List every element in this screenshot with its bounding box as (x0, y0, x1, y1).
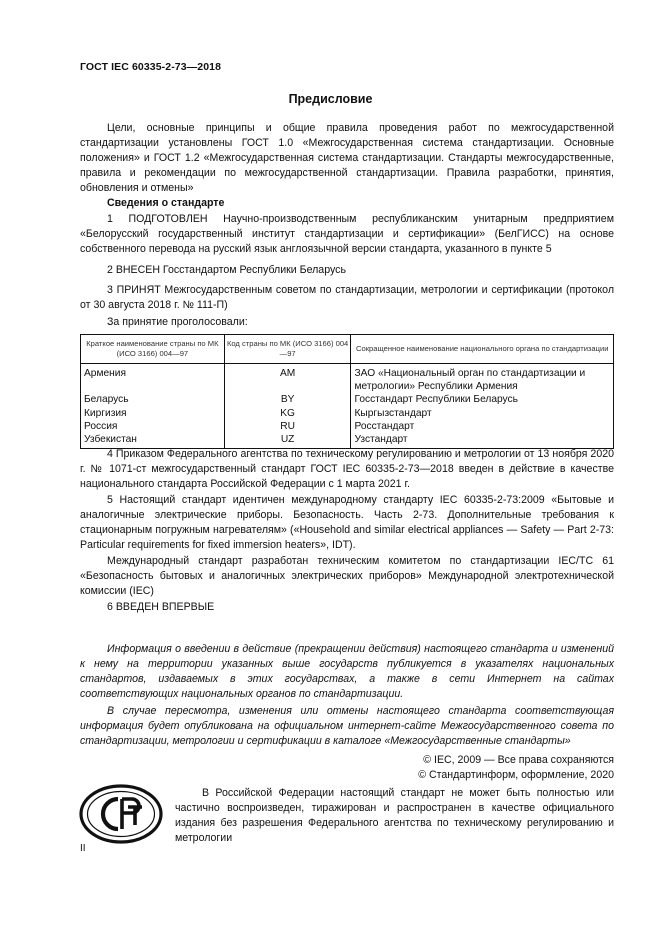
countries-table (80, 334, 614, 449)
reproduction-notice: В Российской Федерации настоящий стандарт не может быть полностью или частично воспроизведен, тиражирован и распространен в качестве официального издания без разрешения Федерального агентства по техническому регулированию и метрологии (175, 787, 614, 844)
cell-country: Армения (81, 364, 225, 394)
item-5-paragraph: 5 Настоящий стандарт идентичен международному стандарту IEC 60335-2-73:2009 «Бытовые и аналогичные электрические приборы. Безопасность. Часть 2-73. Дополнительные требования к стационарным погружным нагревателям» («Household and similar electrical appliances — Safety — Part 2-73: Particular requirements for fixed immersion heaters», IDT). (80, 494, 614, 551)
cell-code: RU (224, 420, 351, 433)
cell-body: Росстандарт (351, 420, 614, 433)
document-code-header: ГОСТ IEC 60335-2-73—2018 (80, 61, 222, 73)
pst-seal-logo (78, 783, 164, 845)
item-2-paragraph: 2 ВНЕСЕН Госстандартом Республики Беларусь (107, 264, 346, 276)
page-title: Предисловие (288, 92, 373, 106)
cell-country: Россия (81, 420, 225, 433)
item-5-international-paragraph: Международный стандарт разработан техническим комитетом по стандартизации IEC/TC 61 «Безопасность бытовых и аналогичных электрических приборов» Международной электротехнической комиссии (IEC) (80, 555, 614, 597)
cell-body: Госстандарт Республики Беларусь (351, 393, 614, 406)
cell-code: UZ (224, 433, 351, 449)
cell-body: Кыргызстандарт (351, 407, 614, 420)
table-header-row (81, 335, 614, 364)
copyright-standartinform: © Стандартинформ, оформление, 2020 (418, 769, 614, 781)
voted-label: За принятие проголосовали: (107, 316, 248, 328)
copyright-iec: © IEC, 2009 — Все права сохраняются (423, 754, 614, 766)
intro-paragraph: Цели, основные принципы и общие правила проведения работ по межгосударственной стандартизации установлены ГОСТ 1.0 «Межгосударственная система стандартизации. Основные положения» и ГОСТ 1.2 «Межгосударственная система стандартизации. Стандарты межгосударственные, правила и рекомендации по межгосударственной стандартизации. Правила разработки, принятия, обновления и отмены» (80, 122, 614, 194)
column-header-code: Код страны по МК (ИСО 3166) 004—97 (224, 335, 351, 364)
info-paragraph-2: В случае пересмотра, изменения или отмены настоящего стандарта соответствующая информация будет опубликована на официальном интернет-сайте Межгосударственного совета по стандартизации, метрологии и сертификации в каталоге «Межгосударственные стандарты» (80, 705, 614, 747)
page-number: II (80, 843, 86, 854)
section-title: Сведения о стандарте (107, 197, 225, 209)
table-row (81, 420, 614, 433)
table-row (81, 393, 614, 406)
table-row (81, 407, 614, 420)
cell-code: BY (224, 393, 351, 406)
item-6-paragraph: 6 ВВЕДЕН ВПЕРВЫЕ (107, 601, 215, 613)
table-row (81, 364, 614, 394)
cell-country: Киргизия (81, 407, 225, 420)
item-4-paragraph: 4 Приказом Федерального агентства по техническому регулированию и метрологии от 13 ноября 2020 г. № 1071-ст межгосударственный стандарт ГОСТ IEC 60335-2-73—2018 введен в действие в качестве национального стандарта Российской Федерации с 1 марта 2021 г. (80, 448, 614, 490)
item-1-paragraph: 1 ПОДГОТОВЛЕН Научно-производственным республиканским унитарным предприятием «Белорусский государственный институт стандартизации и сертификации» (БелГИСС) на основе собственного перевода на русский язык англоязычной версии стандарта, указанного в пункте 5 (80, 213, 614, 255)
cell-body: Узстандарт (351, 433, 614, 449)
cell-country: Узбекистан (81, 433, 225, 449)
cell-body: ЗАО «Национальный орган по стандартизации и метрологии» Республики Армения (351, 364, 614, 394)
column-header-body: Сокращенное наименование национального органа по стандартизации (351, 335, 614, 364)
info-paragraph-1: Информация о введении в действие (прекращении действия) настоящего стандарта и изменений к нему на территории указанных выше государств публикуется в указателях национальных стандартов, издаваемых в этих государствах, а также в сети Интернет на сайтах соответствующих национальных органов по стандартизации. (80, 643, 614, 700)
item-3-paragraph: 3 ПРИНЯТ Межгосударственным советом по стандартизации, метрологии и сертификации (протокол от 30 августа 2018 г. № 111-П) (80, 284, 614, 311)
cell-code: KG (224, 407, 351, 420)
cell-country: Беларусь (81, 393, 225, 406)
column-header-country: Краткое наименование страны по МК (ИСО 3166) 004—97 (81, 335, 225, 364)
cell-code: AM (224, 364, 351, 394)
